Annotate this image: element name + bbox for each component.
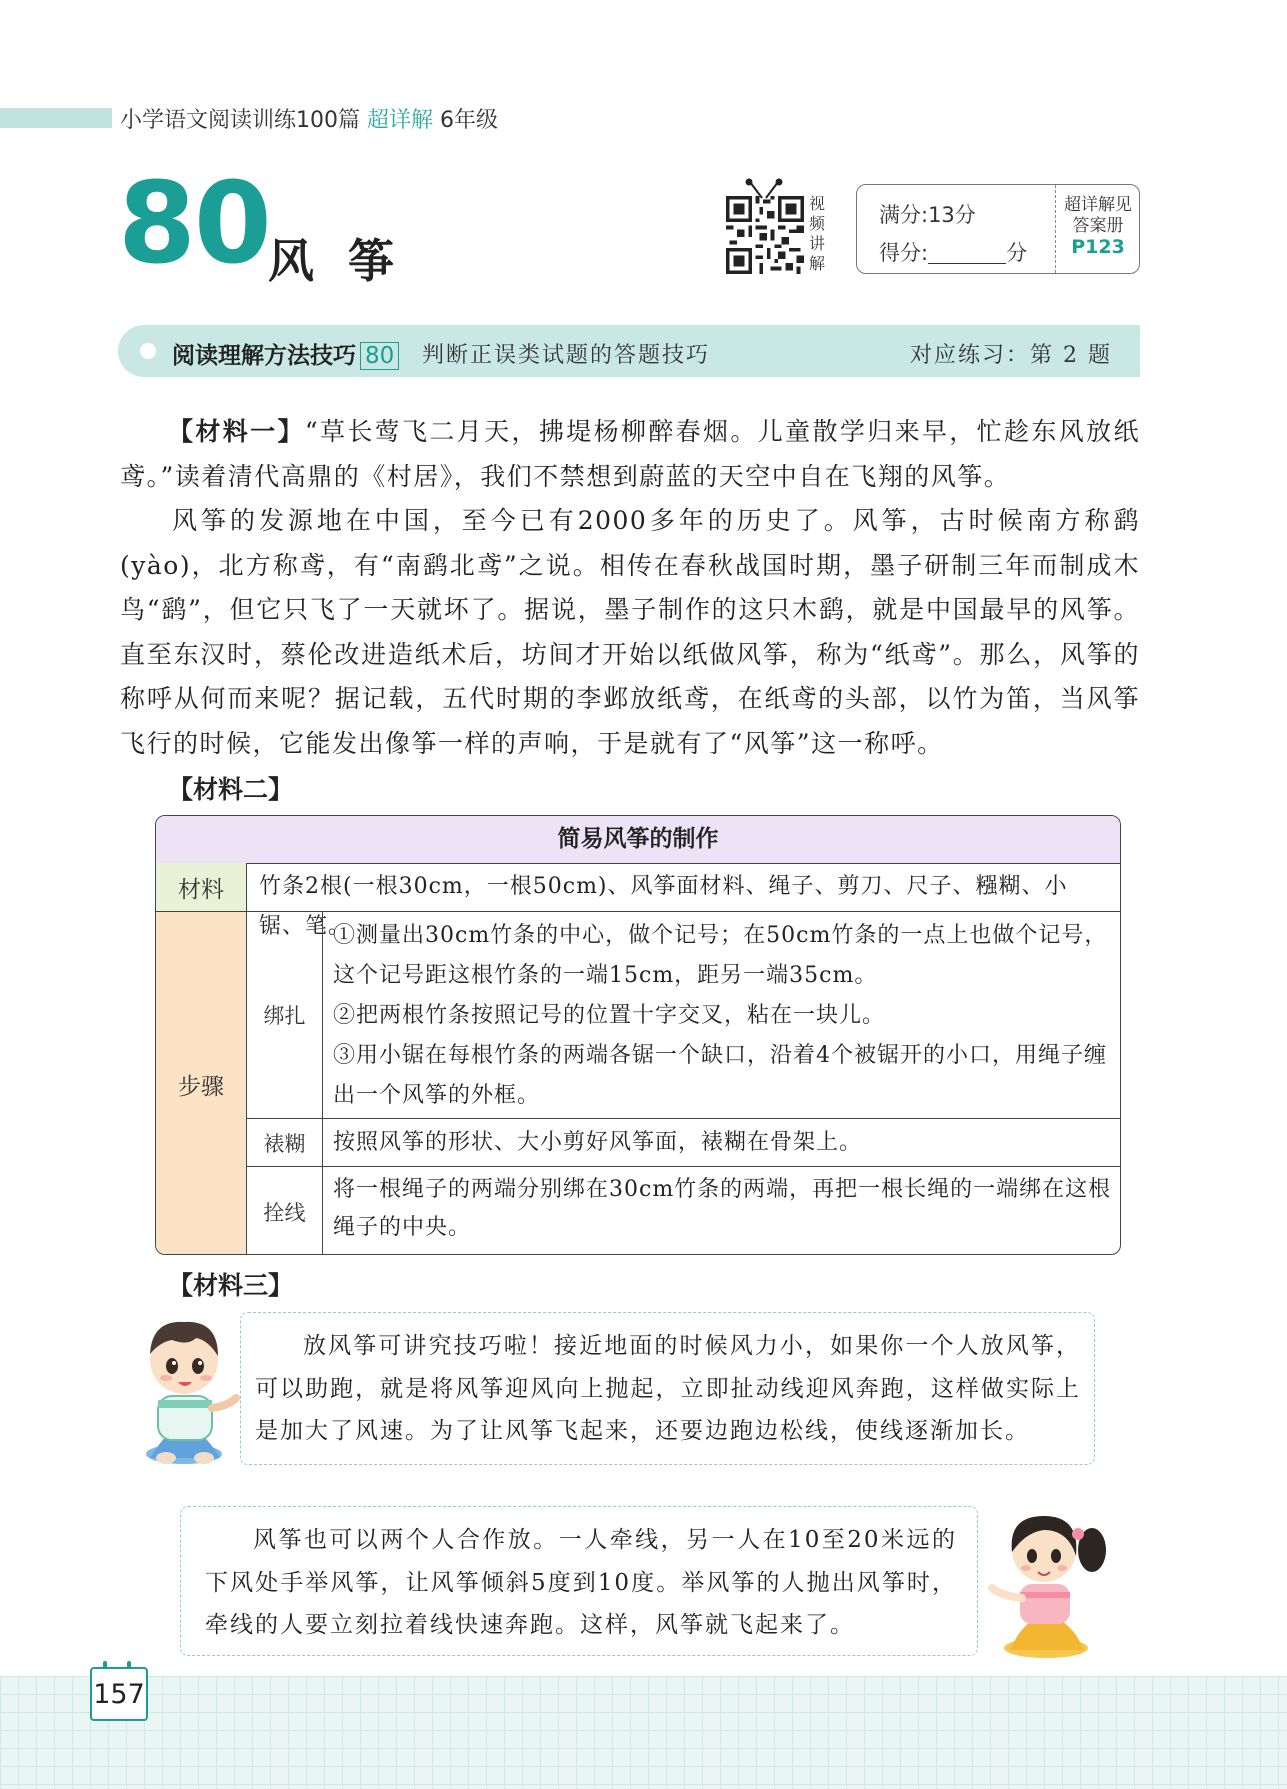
tip-practice: 对应练习：第 2 题 <box>910 343 1112 368</box>
tip-box-2 <box>180 1506 978 1656</box>
page-number: 157 <box>90 1667 148 1721</box>
step-name-string: 拴线 <box>246 1166 322 1255</box>
score-blank[interactable] <box>928 243 1006 264</box>
full-score: 满分:13分 <box>879 203 976 227</box>
book-header <box>120 103 498 134</box>
girl-illustration <box>980 1500 1130 1660</box>
step-line: ②把两根竹条按照记号的位置十字交叉，粘在一块儿。 <box>333 1003 886 1028</box>
material1-label: 【材料一】 <box>168 417 305 446</box>
tip-box-1 <box>240 1312 1095 1465</box>
step-name-pasting: 裱糊 <box>246 1118 322 1166</box>
step-content-pasting: 按照风筝的形状、大小剪好风筝面，裱糊在骨架上。 <box>322 1118 1121 1166</box>
table-title: 简易风筝的制作 <box>156 816 1120 864</box>
step-line: ③用小锯在每根竹条的两端各锯一个缺口，沿着4个被锯开的小口，用绳子缠出一个风筝的外框。 <box>333 1043 1107 1108</box>
tip-number: 80 <box>360 342 399 370</box>
step-content-binding <box>322 911 1121 1118</box>
material1-paragraph-2: 风筝的发源地在中国，至今已有2000多年的历史了。风筝，古时候南方称鹞(yào)，北方称鸢，有“南鹞北鸢”之说。相传在春秋战国时期，墨子研制三年而制成木鸟“鹞”，但它只飞了一天就坏了。据说，墨子制作的这只木鹞，就是中国最早的风筝。直至东汉时，蔡伦改进造纸术后，坊间才开始以纸做风筝，称为“纸鸢”。那么，风筝的称呼从何而来呢？据记载，五代时期的李邺放纸鸢，在纸鸢的头部，以竹为笛，当风筝飞行的时候，它能发出像筝一样的声响，于是就有了“风筝”这一称呼。 <box>120 506 1140 758</box>
boy-illustration <box>128 1308 244 1468</box>
bullet-dot-icon <box>140 343 156 359</box>
tip-title: 阅读理解方法技巧 80 <box>172 337 399 370</box>
book-highlight: 超详解 <box>367 108 434 133</box>
answer-page: P123 <box>1071 236 1125 258</box>
method-tip-bar <box>118 325 1140 377</box>
lesson-title: 风筝 <box>268 234 428 288</box>
material1-paragraph-1: 【材料一】“草长莺飞二月天，拂堤杨柳醉春烟。儿童散学归来早，忙趁东风放纸鸢。”读着清代高鼎的《村居》，我们不禁想到蔚蓝的天空中自在飞翔的风筝。 <box>120 417 1140 491</box>
tip-box-2-text: 风筝也可以两个人合作放。一人牵线，另一人在10至20米远的下风处手举风筝，让风筝倾斜5度到10度。举风筝的人抛出风筝时，牵线的人要立刻拉着线快速奔跑。这样，风筝就飞起来了。 <box>205 1527 957 1638</box>
book-title: 小学语文阅读训练100篇 <box>120 108 360 133</box>
materials-text: 竹条2根(一根30cm，一根50cm)、风筝面材料、绳子、剪刀、尺子、糨糊、小锯、笔。 <box>246 863 1121 911</box>
qr-code-icon[interactable] <box>726 196 804 274</box>
material2-label: 【材料二】 <box>168 775 294 804</box>
tip-box-1-text: 放风筝可讲究技巧啦！接近地面的时候风力小，如果你一个人放风筝，可以助跑，就是将风筝迎风向上抛起，立即扯动线迎风奔跑，这样做实际上是加大了风速。为了让风筝飞起来，还要边跑边松线，使线逐渐加长。 <box>255 1333 1081 1444</box>
kite-making-table <box>155 815 1121 1255</box>
header-accent-bar <box>0 108 112 128</box>
lesson-number: 80 <box>118 159 270 289</box>
materials-label: 材料 <box>156 863 246 911</box>
footer-grid <box>0 1676 1287 1789</box>
step-name-binding: 绑扎 <box>246 911 322 1118</box>
book-grade: 6年级 <box>440 108 499 133</box>
tv-antenna-icon <box>740 178 788 200</box>
step-line: ①测量出30cm竹条的中心，做个记号；在50cm竹条的一点上也做个记号，这个记号距这根竹条的一端15cm，距另一端35cm。 <box>333 923 1108 988</box>
score-field[interactable]: 得分: 分 <box>879 241 1028 265</box>
score-divider <box>1055 185 1056 273</box>
steps-label: 步骤 <box>156 911 246 1255</box>
video-label: 视 频 讲 解 <box>808 194 825 273</box>
tip-subtitle: 判断正误类试题的答题技巧 <box>422 343 711 368</box>
score-box <box>856 184 1140 274</box>
material3-label: 【材料三】 <box>168 1271 294 1300</box>
step-content-string: 将一根绳子的两端分别绑在30cm竹条的两端，再把一根长绳的一端绑在这根绳子的中央。 <box>322 1166 1121 1255</box>
answer-reference: 超详解见 答案册 P123 <box>1057 195 1139 258</box>
